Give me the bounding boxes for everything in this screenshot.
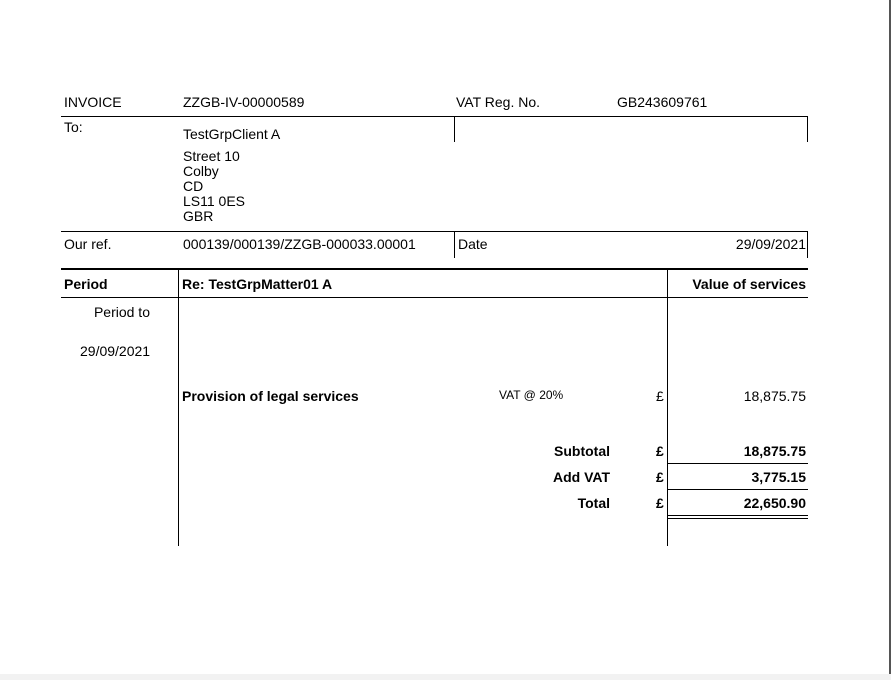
subtotal-currency: £ <box>656 443 664 459</box>
subtotal-rule <box>668 463 808 464</box>
to-box-left-border <box>454 116 455 142</box>
value-column-border <box>667 269 668 546</box>
vat-reg-label: VAT Reg. No. <box>456 94 541 110</box>
date-label: Date <box>458 236 488 252</box>
vat-value: 3,775.15 <box>751 469 806 485</box>
subtotal-label: Subtotal <box>554 443 610 459</box>
client-name: TestGrpClient A <box>183 126 281 142</box>
our-ref-value: 000139/000139/ZZGB-000033.00001 <box>183 236 416 252</box>
invoice-label: INVOICE <box>64 94 122 110</box>
vat-label: Add VAT <box>552 469 610 485</box>
address-line-1: Street 10 <box>183 148 240 164</box>
value-header: Value of services <box>692 276 806 292</box>
address-line-5: GBR <box>183 208 214 224</box>
total-label: Total <box>577 495 610 511</box>
our-ref-label: Our ref. <box>64 236 112 252</box>
total-rule-2 <box>668 518 808 519</box>
line-item-vat-rate: VAT @ 20% <box>499 388 564 402</box>
page-right-border <box>889 0 891 680</box>
period-header: Period <box>64 276 108 292</box>
invoice-number: ZZGB-IV-00000589 <box>183 94 305 110</box>
address-line-4: LS11 0ES <box>183 193 246 209</box>
matter-header: Re: TestGrpMatter01 A <box>182 276 333 292</box>
line-item-description: Provision of legal services <box>182 388 359 404</box>
table-top-border <box>61 268 808 270</box>
address-line-2: Colby <box>183 163 219 179</box>
table-header-divider <box>61 297 808 298</box>
date-box-right-border <box>807 232 808 258</box>
address-line-3: CD <box>183 178 204 194</box>
date-box-left-border <box>454 232 455 258</box>
subtotal-value: 18,875.75 <box>743 443 806 459</box>
total-currency: £ <box>656 495 664 511</box>
period-column-border <box>178 269 179 546</box>
vat-currency: £ <box>656 469 664 485</box>
to-box-right-border <box>807 116 808 142</box>
line-item-currency: £ <box>656 388 664 404</box>
header-divider <box>61 116 808 117</box>
total-rule-1 <box>668 515 808 516</box>
date-value: 29/09/2021 <box>735 236 806 252</box>
vat-reg-number: GB243609761 <box>617 94 708 110</box>
to-divider <box>61 231 808 232</box>
period-to-label: Period to <box>93 304 150 320</box>
period-to-date: 29/09/2021 <box>80 343 151 359</box>
page-bottom-strip <box>0 674 891 680</box>
to-label: To: <box>64 119 83 135</box>
total-value: 22,650.90 <box>743 495 806 511</box>
line-item-amount: 18,875.75 <box>743 388 806 404</box>
vat-rule <box>668 489 808 490</box>
